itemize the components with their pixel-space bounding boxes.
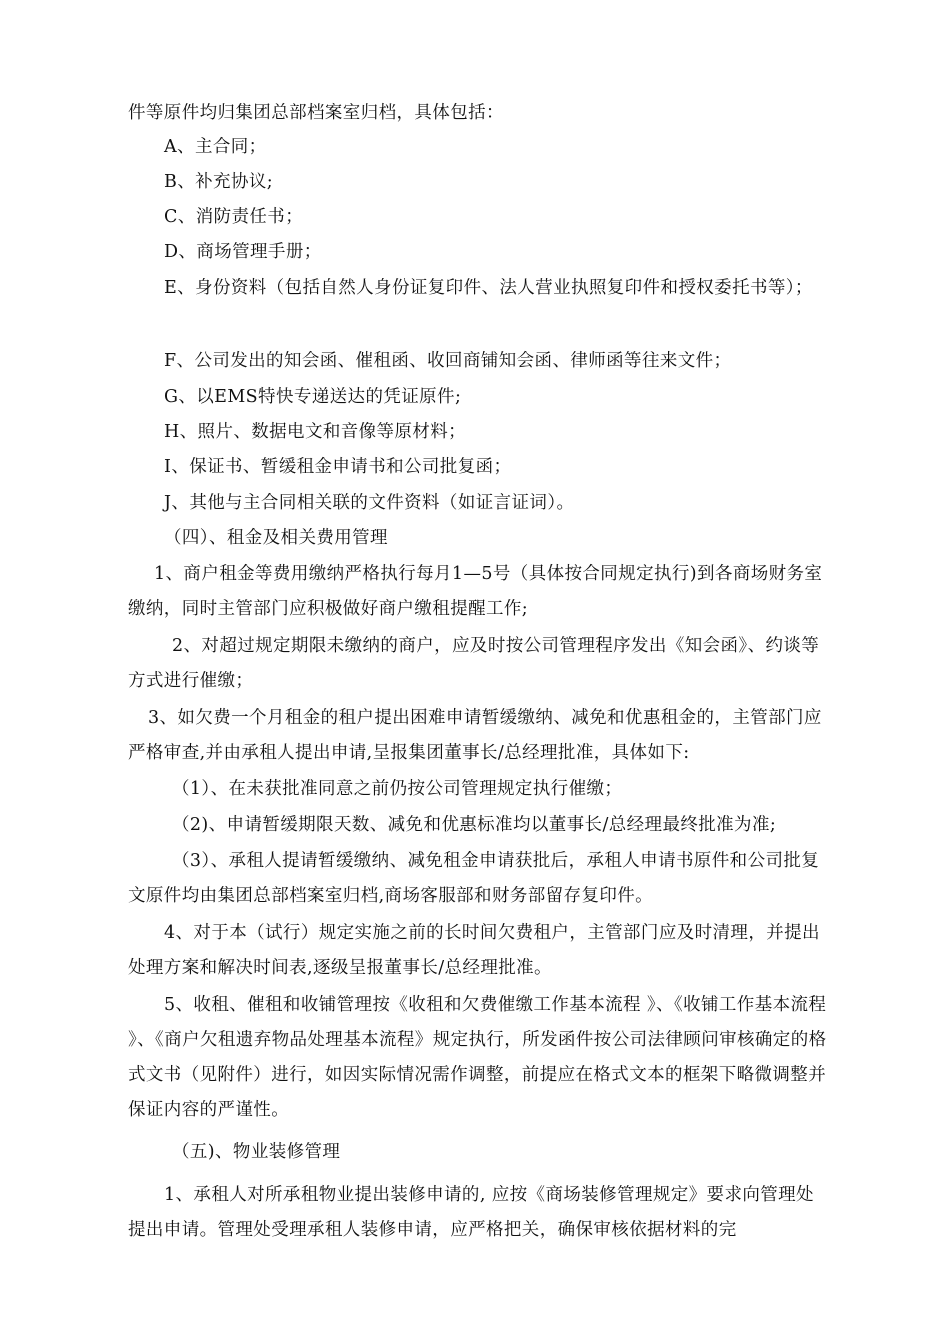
section-heading-4: （四）、租金及相关费用管理 <box>164 528 388 548</box>
list-item-i: I、保证书、暂缓租金申请书和公司批复函； <box>164 457 512 477</box>
paragraph-rent-5: 5、收租、催租和收铺管理按《收租和欠费催缴工作基本流程 》、《收铺工作基本流程 》、《商户欠租遗弃物品处理基本流程》规定执行，所发函件按公司法律顾问审核确定的格式文书（见附件）进行，如因实际情况需作调整，前提应在格式文本的框架下略微调整并保证内容的严谨性。 <box>128 995 827 1120</box>
list-item-d: D、商场管理手册； <box>164 242 322 262</box>
list-item-a: A、主合同； <box>164 137 267 157</box>
paragraph-rent-4: 4、对于本（试行）规定实施之前的长时间欠费租户，主管部门应及时清理，并提出处理方案和解决时间表,逐级呈报董事长/总经理批准。 <box>128 923 820 978</box>
list-item-b: B、补充协议; <box>164 172 274 192</box>
list-item-j: J、其他与主合同相关联的文件资料（如证言证词）。 <box>164 493 575 513</box>
paragraph-continuation: 件等原件均归集团总部档案室归档，具体包括： <box>128 103 504 123</box>
paragraph-rent-3: 3、如欠费一个月租金的租户提出困难申请暂缓缴纳、减免和优惠租金的，主管部门应严格审查,并由承租人提出申请,呈报集团董事长/总经理批准，具体如下: <box>128 708 822 763</box>
list-item-g: G、以EMS特快专递送达的凭证原件; <box>164 387 462 407</box>
list-item-h: H、照片、数据电文和音像等原材料； <box>164 422 467 442</box>
sub-item-3: （3）、承租人提请暂缓缴纳、减免租金申请获批后，承租人申请书原件和公司批复文原件均由集团总部档案室归档,商场客服部和财务部留存复印件。 <box>128 851 820 906</box>
list-item-f: F、公司发出的知会函、催租函、收回商铺知会函、律师函等往来文件； <box>164 351 732 371</box>
list-item-e: E、身份资料（包括自然人身份证复印件、法人营业执照复印件和授权委托书等）； <box>164 278 813 298</box>
section-heading-5: （五)、物业装修管理 <box>172 1142 341 1162</box>
paragraph-decoration-1: 1、承租人对所承租物业提出装修申请的, 应按《商场装修管理规定》要求向管理处提出申请。管理处受理承租人装修申请，应严格把关，确保审核依据材料的完 <box>128 1185 814 1240</box>
paragraph-rent-1: 1、商户租金等费用缴纳严格执行每月1—5号（具体按合同规定执行)到各商场财务室缴纳，同时主管部门应积极做好商户缴租提醒工作; <box>128 564 823 619</box>
sub-item-1: （1）、在未获批准同意之前仍按公司管理规定执行催缴； <box>172 779 623 799</box>
sub-item-2: （2)、申请暂缓期限天数、减免和优惠标准均以董事长/总经理最终批准为准; <box>172 815 777 835</box>
list-item-c: C、消防责任书； <box>164 207 304 227</box>
paragraph-rent-2: 2、对超过规定期限未缴纳的商户，应及时按公司管理程序发出《知会函》、约谈等方式进行催缴； <box>128 636 820 691</box>
